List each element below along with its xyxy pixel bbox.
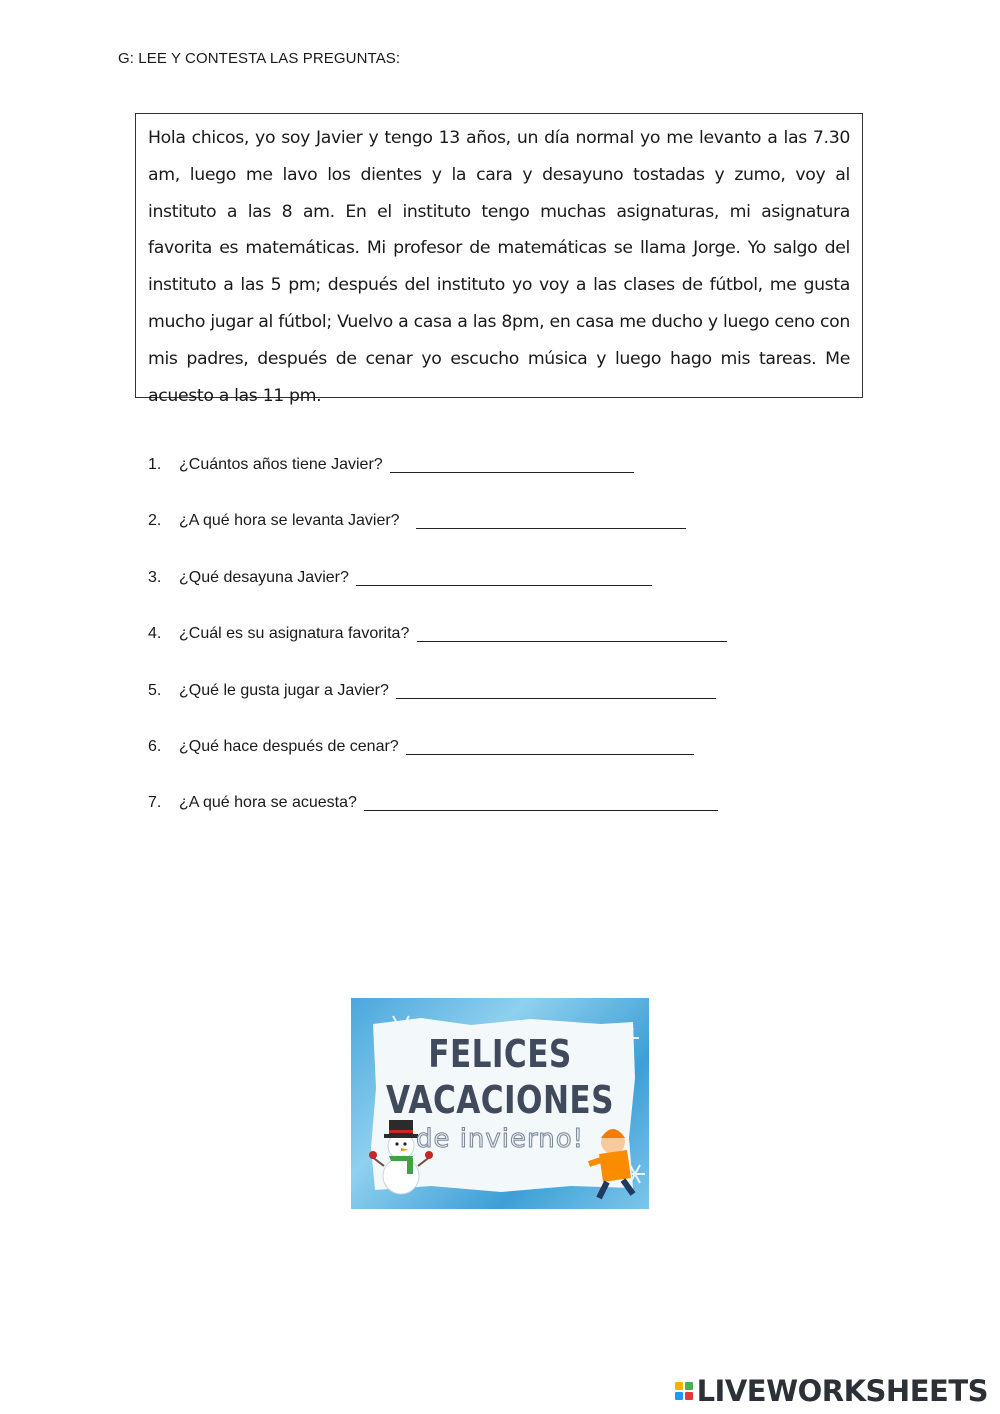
question-text: ¿Qué hace después de cenar? xyxy=(179,737,404,755)
liveworksheets-logo xyxy=(675,1374,988,1408)
question-item xyxy=(148,625,727,681)
question-number: 4. xyxy=(148,625,162,643)
worksheet-heading: G: LEE Y CONTESTA LAS PREGUNTAS: xyxy=(118,50,401,67)
question-text: ¿A qué hora se acuesta? xyxy=(179,794,362,812)
question-number: 2. xyxy=(148,512,162,530)
question-text: ¿Cuál es su asignatura favorita? xyxy=(179,625,414,643)
question-list xyxy=(148,456,727,851)
banner-line-de-invierno: de invierno! xyxy=(415,1124,585,1154)
banner-line-vacaciones: VACACIONES xyxy=(386,1078,614,1122)
question-text: ¿Qué desayuna Javier? xyxy=(179,568,354,586)
question-number: 7. xyxy=(148,794,162,812)
question-item xyxy=(148,738,727,794)
answer-line[interactable] xyxy=(364,794,718,811)
answer-line[interactable] xyxy=(356,569,652,586)
question-item xyxy=(148,569,727,625)
question-item xyxy=(148,456,727,512)
reading-passage: Hola chicos, yo soy Javier y tengo 13 años, un día normal yo me levanto a las 7.30 am, luego me lavo los dientes y la cara y desayuno tostadas y zumo, voy al instituto a las 8 am. En el instituto tengo muchas asignaturas, mi asignatura favorita es matemáticas. Mi profesor de matemáticas se llama Jorge. Yo salgo del instituto a las 5 pm; después del instituto yo voy a las clases de fútbol, me gusta mucho jugar al fútbol; Vuelvo a casa a las 8pm, en casa me ducho y luego ceno con mis padres, después de cenar yo escucho música y luego hago mis tareas. Me acuesto a las 11 pm. xyxy=(148,128,850,406)
question-item xyxy=(148,794,727,850)
question-text: ¿Qué le gusta jugar a Javier? xyxy=(179,681,394,699)
question-text: ¿Cuántos años tiene Javier? xyxy=(179,456,388,473)
question-number: 3. xyxy=(148,568,162,586)
question-number: 5. xyxy=(148,681,162,699)
logo-grid-icon xyxy=(675,1382,693,1400)
answer-line[interactable] xyxy=(390,456,634,473)
answer-line[interactable] xyxy=(396,682,716,699)
question-number: 1. xyxy=(148,456,162,473)
banner-line-felices: FELICES xyxy=(428,1032,572,1076)
logo-text: LIVEWORKSHEETS xyxy=(696,1374,988,1408)
question-item xyxy=(148,512,727,568)
question-text: ¿A qué hora se levanta Javier? xyxy=(179,512,413,530)
answer-line[interactable] xyxy=(417,625,727,642)
answer-line[interactable] xyxy=(416,512,686,529)
question-item xyxy=(148,682,727,738)
question-number: 6. xyxy=(148,737,162,755)
reading-passage-box xyxy=(135,113,863,406)
answer-line[interactable] xyxy=(406,738,694,755)
